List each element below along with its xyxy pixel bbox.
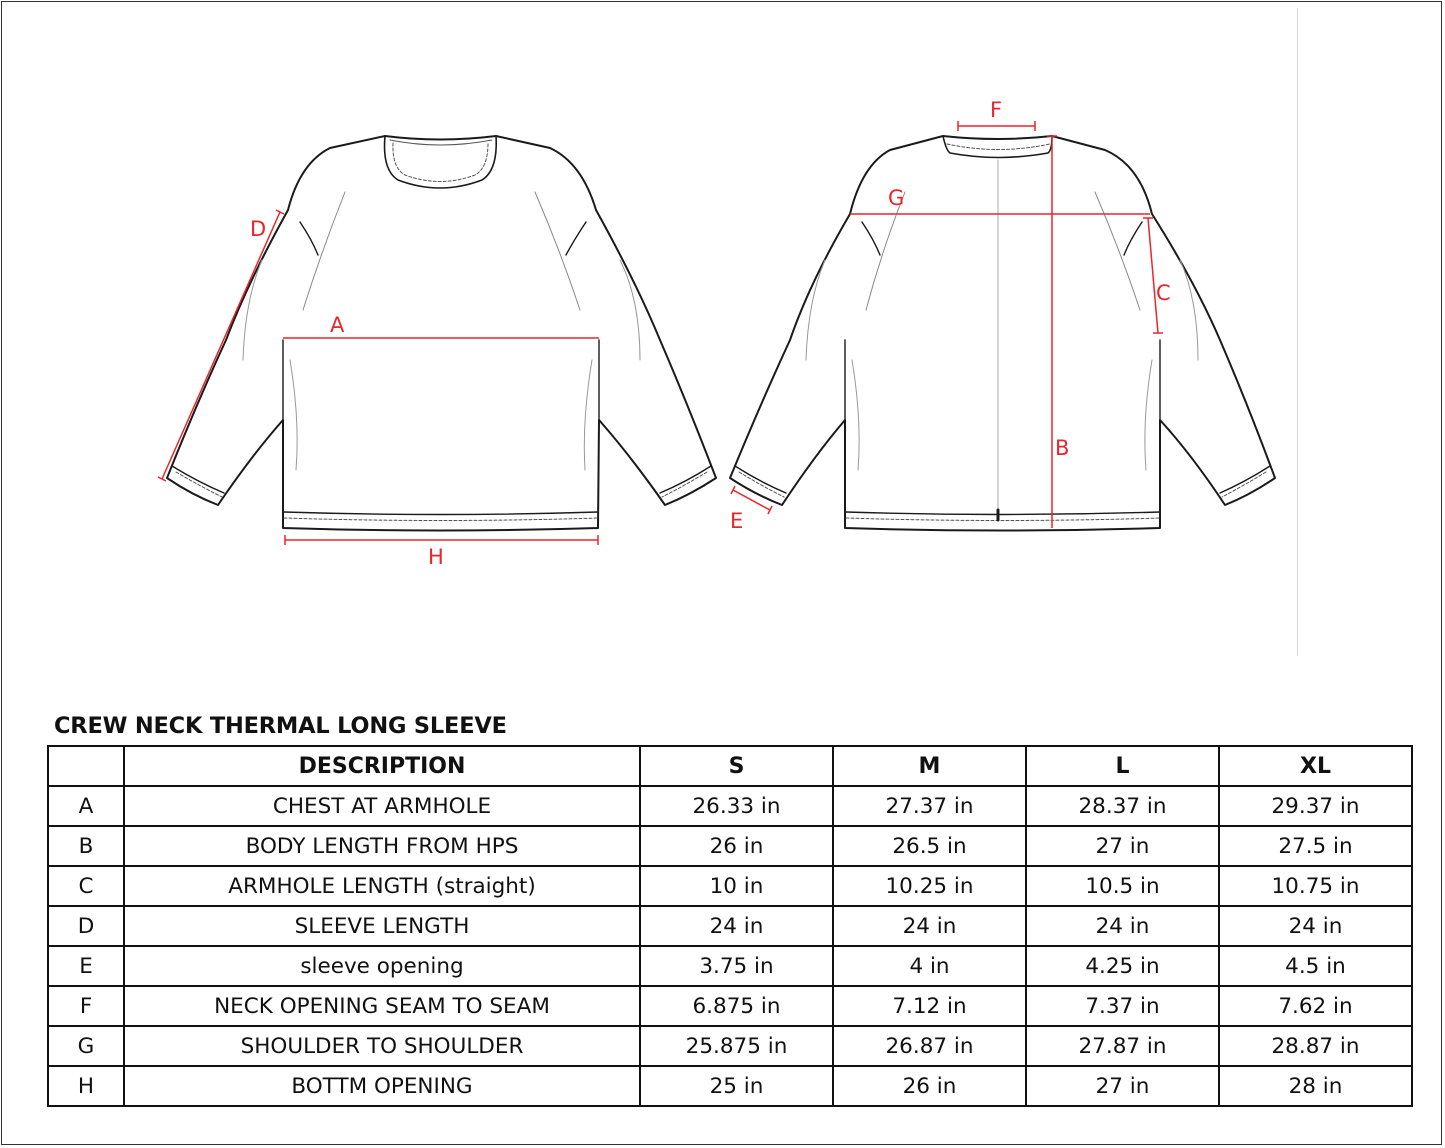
table-row — [48, 866, 1412, 906]
row-value-m: 27.37 in — [833, 786, 1026, 826]
row-value-s: 25 in — [640, 1066, 833, 1106]
front-view — [167, 136, 716, 531]
row-description: ARMHOLE LENGTH (straight) — [124, 866, 640, 906]
row-value-l: 27 in — [1026, 826, 1219, 866]
header-size-l: L — [1026, 746, 1219, 786]
label-d: D — [250, 217, 267, 241]
table-row — [48, 786, 1412, 826]
row-value-xl: 28 in — [1219, 1066, 1412, 1106]
row-value-xl: 10.75 in — [1219, 866, 1412, 906]
row-description: BODY LENGTH FROM HPS — [124, 826, 640, 866]
row-value-xl: 24 in — [1219, 906, 1412, 946]
header-size-xl: XL — [1219, 746, 1412, 786]
header-size-s: S — [640, 746, 833, 786]
table-header-row — [48, 746, 1412, 786]
row-code: F — [48, 986, 124, 1026]
row-code: B — [48, 826, 124, 866]
table-row — [48, 906, 1412, 946]
row-code: E — [48, 946, 124, 986]
label-a: A — [330, 313, 345, 337]
size-chart-table — [47, 745, 1413, 1107]
row-value-xl: 28.87 in — [1219, 1026, 1412, 1066]
row-description: CHEST AT ARMHOLE — [124, 786, 640, 826]
row-value-l: 24 in — [1026, 906, 1219, 946]
label-g: G — [888, 186, 905, 210]
header-size-m: M — [833, 746, 1026, 786]
row-value-m: 26.5 in — [833, 826, 1026, 866]
label-e: E — [730, 509, 744, 533]
row-code: H — [48, 1066, 124, 1106]
table-row — [48, 946, 1412, 986]
row-value-l: 10.5 in — [1026, 866, 1219, 906]
row-value-s: 26 in — [640, 826, 833, 866]
row-value-xl: 27.5 in — [1219, 826, 1412, 866]
row-value-l: 4.25 in — [1026, 946, 1219, 986]
row-value-s: 3.75 in — [640, 946, 833, 986]
table-row — [48, 986, 1412, 1026]
dimension-lines — [158, 121, 1163, 545]
row-value-m: 7.12 in — [833, 986, 1026, 1026]
table-row — [48, 826, 1412, 866]
row-value-s: 6.875 in — [640, 986, 833, 1026]
row-value-s: 26.33 in — [640, 786, 833, 826]
row-description: BOTTM OPENING — [124, 1066, 640, 1106]
row-value-s: 24 in — [640, 906, 833, 946]
row-value-l: 27.87 in — [1026, 1026, 1219, 1066]
row-description: sleeve opening — [124, 946, 640, 986]
row-code: G — [48, 1026, 124, 1066]
row-value-l: 28.37 in — [1026, 786, 1219, 826]
label-b: B — [1055, 436, 1070, 460]
row-value-l: 7.37 in — [1026, 986, 1219, 1026]
label-f: F — [990, 98, 1003, 122]
table-row — [48, 1026, 1412, 1066]
row-value-s: 25.875 in — [640, 1026, 833, 1066]
row-code: A — [48, 786, 124, 826]
row-description: NECK OPENING SEAM TO SEAM — [124, 986, 640, 1026]
row-value-m: 24 in — [833, 906, 1026, 946]
table-row — [48, 1066, 1412, 1106]
row-value-m: 4 in — [833, 946, 1026, 986]
row-value-m: 10.25 in — [833, 866, 1026, 906]
label-c: C — [1156, 281, 1171, 305]
row-code: D — [48, 906, 124, 946]
label-h: H — [428, 545, 444, 569]
row-description: SLEEVE LENGTH — [124, 906, 640, 946]
row-value-s: 10 in — [640, 866, 833, 906]
spec-title: CREW NECK THERMAL LONG SLEEVE — [54, 713, 507, 739]
row-code: C — [48, 866, 124, 906]
header-description: DESCRIPTION — [124, 746, 640, 786]
row-value-xl: 7.62 in — [1219, 986, 1412, 1026]
row-value-xl: 4.5 in — [1219, 946, 1412, 986]
row-value-l: 27 in — [1026, 1066, 1219, 1106]
header-code — [48, 746, 124, 786]
row-value-xl: 29.37 in — [1219, 786, 1412, 826]
row-value-m: 26 in — [833, 1066, 1026, 1106]
row-description: SHOULDER TO SHOULDER — [124, 1026, 640, 1066]
row-value-m: 26.87 in — [833, 1026, 1026, 1066]
back-view — [730, 136, 1275, 531]
